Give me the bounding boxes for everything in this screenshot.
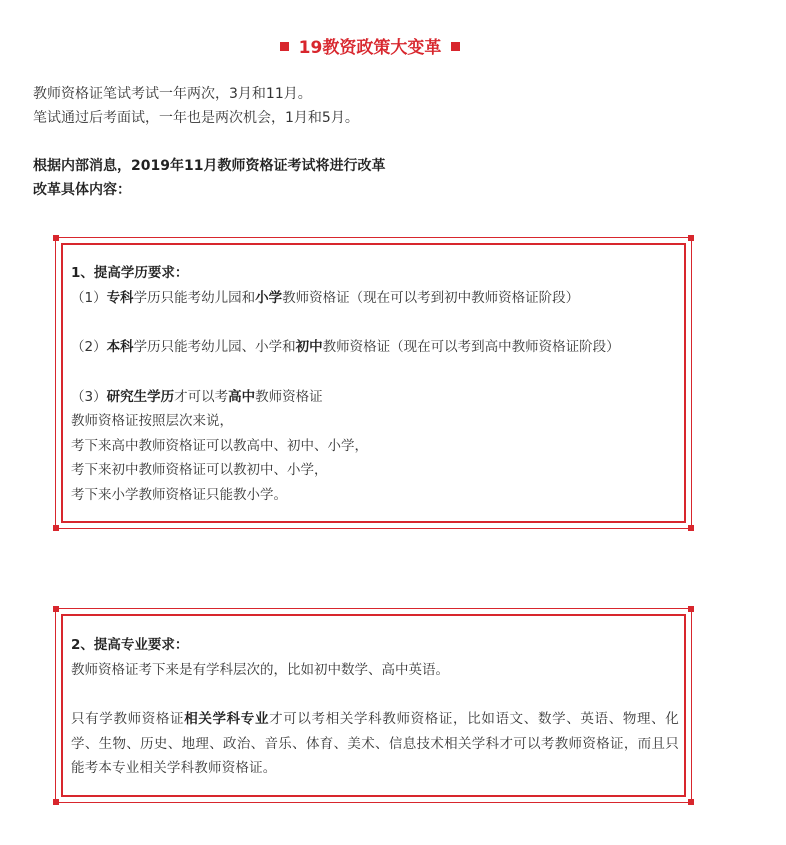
corner-square-icon — [688, 606, 694, 612]
corner-square-icon — [53, 525, 59, 531]
text-line: 考下来小学教师资格证只能教小学。 — [71, 486, 287, 503]
square-bullet-icon — [280, 42, 289, 51]
intro-line: 笔试通过后考面试，一年也是两次机会，1月和5月。 — [33, 110, 359, 126]
section-heading: 2、提高专业要求： — [71, 637, 189, 653]
corner-square-icon — [688, 525, 694, 531]
intro-line-bold: 改革具体内容： — [33, 182, 131, 198]
paragraph: 只有学教师资格证相关学科专业才可以考相关学科教师资格证，比如语文、数学、英语、物理、化学、生物、历史、地理、政治、音乐、体育、美术、信息技术相关学科才可以考教师资格证，而且只能考本专业相关学科教师资格证。 — [71, 711, 679, 776]
text-line: 教师资格证考下来是有学科层次的，比如初中数学、高中英语。 — [71, 661, 449, 678]
intro-line: 教师资格证笔试考试一年两次，3月和11月。 — [33, 86, 312, 102]
text-line: 考下来初中教师资格证可以教初中、小学， — [71, 462, 328, 478]
section-heading: 1、提高学历要求： — [71, 265, 189, 281]
list-item: （1）专科学历只能考幼儿园和小学教师资格证（现在可以考到初中教师资格证阶段） — [71, 289, 580, 306]
corner-square-icon — [688, 235, 694, 241]
page-title — [0, 33, 740, 58]
text-line: 教师资格证按照层次来说， — [71, 413, 233, 429]
intro-line-bold: 根据内部消息，2019年11月教师资格证考试将进行改革 — [33, 158, 386, 174]
text-line: 考下来高中教师资格证可以教高中、初中、小学， — [71, 437, 368, 454]
square-bullet-icon — [451, 42, 460, 51]
intro-section — [33, 82, 733, 202]
major-requirement-box — [55, 608, 692, 803]
corner-square-icon — [53, 606, 59, 612]
list-item: （2）本科学历只能考幼儿园、小学和初中教师资格证（现在可以考到高中教师资格证阶段） — [71, 339, 620, 355]
corner-square-icon — [53, 235, 59, 241]
education-requirement-box — [55, 237, 692, 529]
list-item: （3）研究生学历才可以考高中教师资格证 — [71, 388, 323, 405]
box-content — [71, 633, 679, 781]
box-content — [71, 261, 681, 507]
corner-square-icon — [53, 799, 59, 805]
page-title-text: 19教资政策大变革 — [298, 38, 442, 58]
corner-square-icon — [688, 799, 694, 805]
